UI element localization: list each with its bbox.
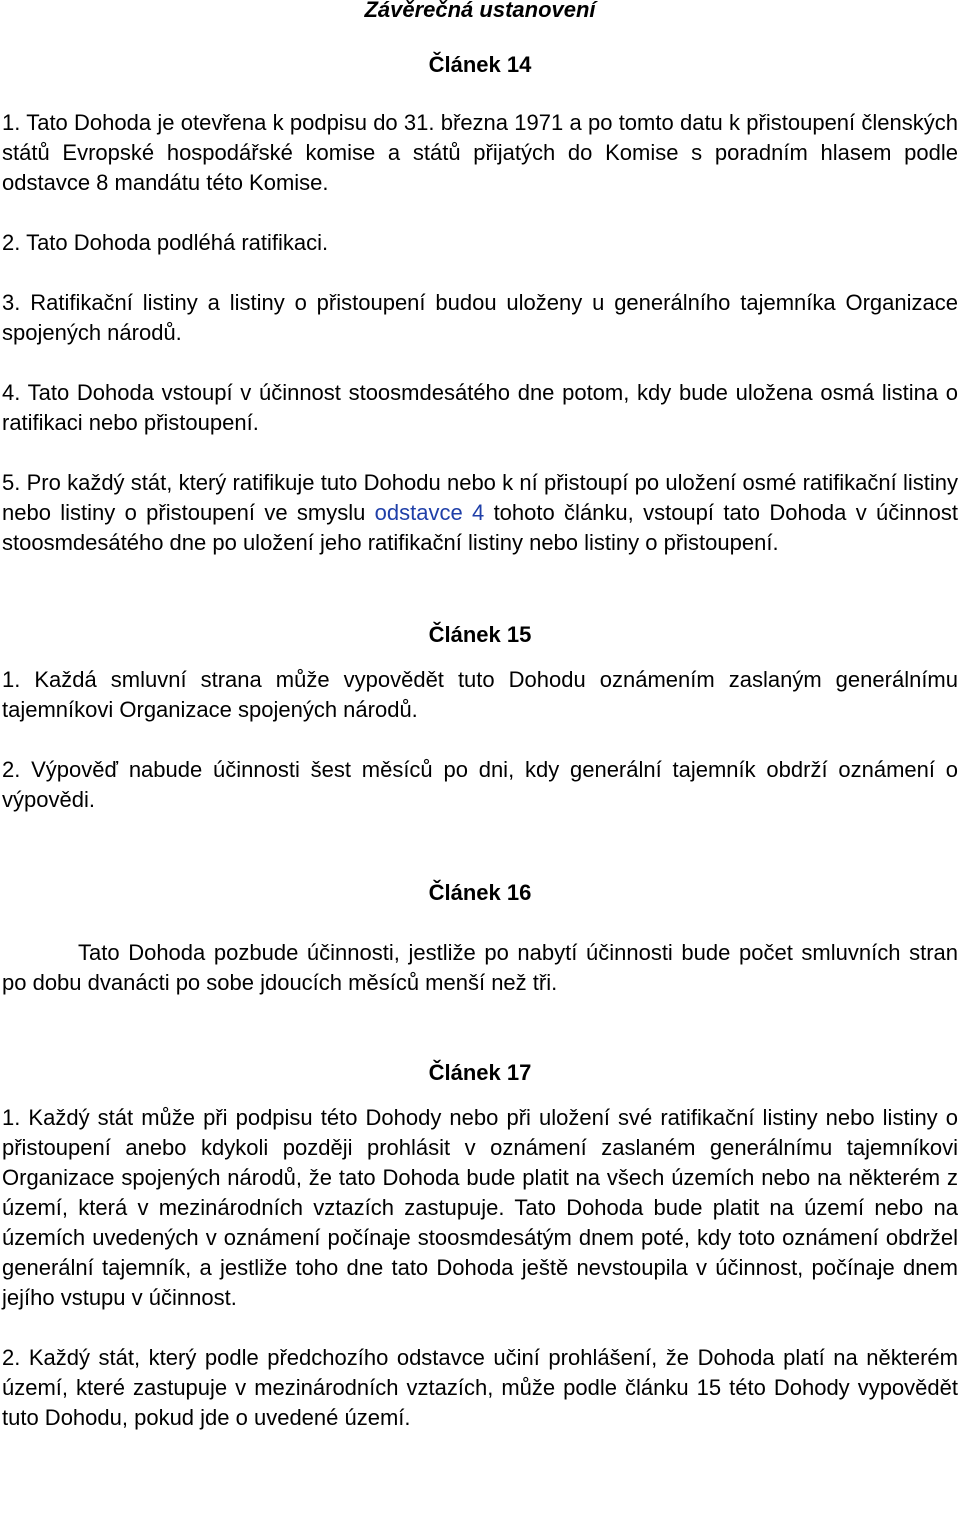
article-17-paragraph-1: 1. Každý stát může při podpisu této Dohody nebo při uložení své ratifikační listiny nebo listiny o přistoupení anebo kdykoli později prohlásit v oznámení zaslaném generálnímu tajemníkovi Organizace spojených národů, že tato Dohoda bude platit na všech územích nebo na některém z území, která v mezinárodních vztazích zastupuje. Tato Dohoda bude platit na území nebo na územích uvedených v oznámení počínaje stoosmdesátým dnem poté, kdy toto oznámení obdržel generální tajemník, a jestliže toho dne tato Dohoda ještě nevstoupila v účinnost, počínaje dnem jejího vstupu v účinnost. [2,1105,958,1310]
article-16-paragraph-1: Tato Dohoda pozbude účinnosti, jestliže po nabytí účinnosti bude počet smluvních stran po dobu dvanácti po sobe jdoucích měsíců menší než tři. [2,940,958,995]
article-14-paragraph-2: 2. Tato Dohoda podléhá ratifikaci. [2,230,329,255]
odstavce-4-link[interactable]: odstavce 4 [374,500,485,525]
section-title: Závěrečná ustanovení [364,0,596,22]
article-17-paragraph-2: 2. Každý stát, který podle předchozího odstavce učiní prohlášení, že Dohoda platí na některém území, které zastupuje v mezinárodních vztazích, může podle článku 15 této Dohody vypovědět tuto Dohodu, pokud jde o uvedené území. [2,1345,958,1430]
document-page [2,0,958,1433]
article-14-paragraph-1: 1. Tato Dohoda je otevřena k podpisu do 31. března 1971 a po tomto datu k přistoupení členských států Evropské hospodářské komise a států přijatých do Komise s poradním hlasem podle odstavce 8 mandátu této Komise. [2,110,958,195]
article-15-paragraph-2: 2. Výpověď nabude účinnosti šest měsíců po dni, kdy generální tajemník obdrží oznámení o výpovědi. [2,757,958,812]
article-15-heading: Článek 15 [428,622,532,647]
paragraph-5-text-after-link: tohoto článku, vstoupí tato Dohoda v účinnost stoosmdesátého dne po uložení jeho ratifikační listiny nebo listiny o přistoupení. [2,500,958,555]
article-16-heading: Článek 16 [428,880,532,905]
article-17-heading: Článek 17 [428,1060,532,1085]
article-14-paragraph-3: 3. Ratifikační listiny a listiny o přistoupení budou uloženy u generálního tajemníka Organizace spojených národů. [2,290,958,345]
article-14-paragraph-4: 4. Tato Dohoda vstoupí v účinnost stoosmdesátého dne potom, kdy bude uložena osmá listina o ratifikaci nebo přistoupení. [2,380,958,435]
article-15-paragraph-1: 1. Každá smluvní strana může vypovědět tuto Dohodu oznámením zaslaným generálnímu tajemníkovi Organizace spojených národů. [2,667,958,722]
article-14-paragraph-5 [2,468,958,558]
article-14-heading: Článek 14 [428,52,532,77]
paragraph-5-text-before-link: 5. Pro každý stát, který ratifikuje tuto Dohodu nebo k ní přistoupí po uložení osmé ratifikační listiny nebo listiny o přistoupení ve smyslu [2,470,958,525]
